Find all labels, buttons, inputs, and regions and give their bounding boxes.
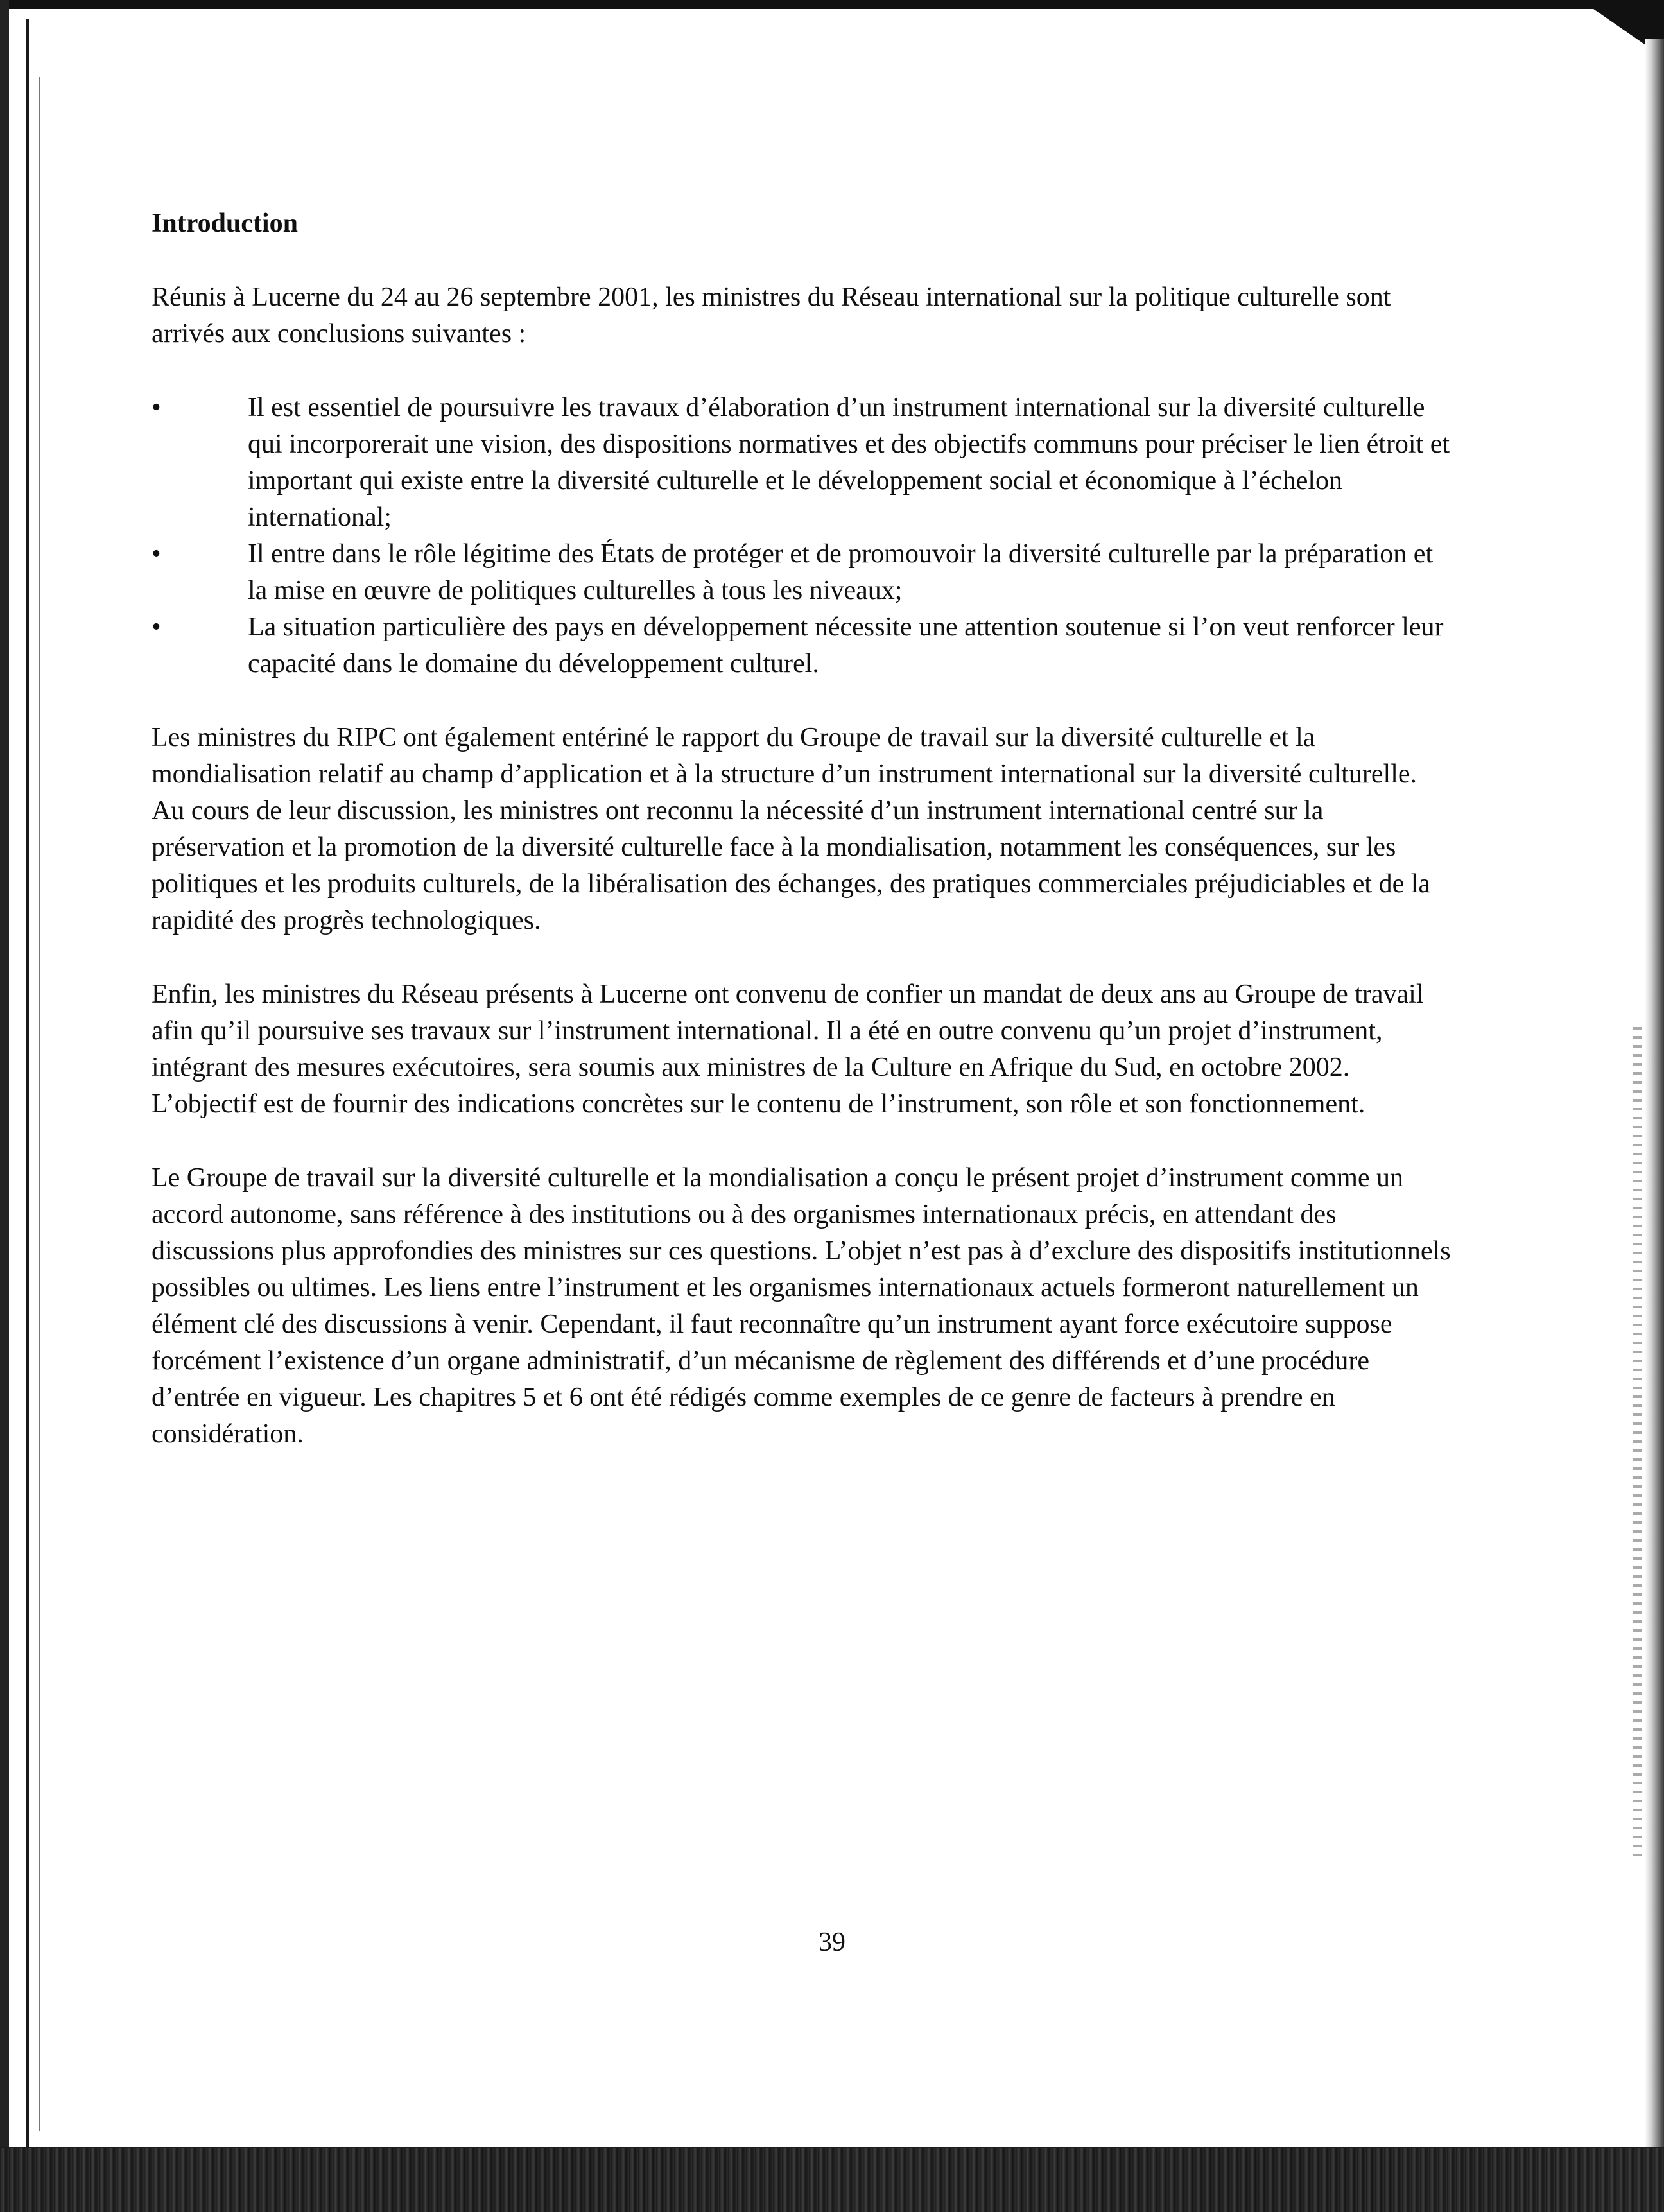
scan-border-bottom (0, 2148, 1664, 2212)
list-item (152, 609, 1455, 682)
body-paragraph: Enfin, les ministres du Réseau présents à Lucerne ont convenu de confier un mandat de deux ans au Groupe de travail afin qu’il poursuive ses travaux sur l’instrument international. Il a été en outre convenu qu’un projet d’instrument, intégrant des mesures exécutoires, sera soumis aux ministres de la Culture en Afrique du Sud, en octobre 2002. L’objectif est de fournir des indications concrètes sur le contenu de l’instrument, son rôle et son fonctionnement. (152, 980, 1424, 1119)
list-item (152, 536, 1455, 609)
body-paragraph: Les ministres du RIPC ont également entériné le rapport du Groupe de travail sur la diversité culturelle et la mondialisation relatif au champ d’application et à la structure d’un instrument international sur la diversité culturelle. Au cours de leur discussion, les ministres ont reconnu la nécessité d’un instrument international centré sur la préservation et la promotion de la diversité culturelle face à la mondialisation, notamment les conséquences, sur les politiques et les produits culturels, de la libéralisation des échanges, des pratiques commerciales préjudiciables et de la rapidité des progrès technologiques. (152, 723, 1431, 935)
list-item-text: Il est essentiel de poursuivre les travaux d’élaboration d’un instrument international sur la diversité culturelle qui incorporerait une vision, des dispositions normatives et des objectifs communs pour préciser le lien étroit et important qui existe entre la diversité culturelle et le développement social et économique à l’échelon international; (248, 393, 1450, 532)
list-item-text: La situation particulière des pays en développement nécessite une attention soutenue si l’on veut renforcer leur capacité dans le domaine du développement culturel. (248, 612, 1444, 678)
scan-border-left (0, 0, 9, 2212)
page-number: 39 (819, 1928, 845, 1957)
bullet-icon: • (152, 393, 161, 422)
document-page (152, 205, 1455, 1490)
section-heading: Introduction (152, 209, 298, 238)
list-item (152, 390, 1455, 536)
bullet-icon: • (152, 612, 161, 642)
binding-edge-line (26, 19, 29, 2157)
body-paragraph: Le Groupe de travail sur la diversité culturelle et la mondialisation a conçu le présent projet d’instrument comme un accord autonome, sans référence à des institutions ou à des organismes internationaux précis, en attendant des discussions plus approfondies des ministres sur ces questions. L’objet n’est pas à d’exclure des dispositifs institutionnels possibles ou ultimes. Les liens entre l’instrument et les organismes internationaux actuels formeront naturellement un élément clé des discussions à venir. Cependant, il faut reconnaître qu’un instrument ayant force exécutoire suppose forcément l’existence d’un organe administratif, d’un mécanisme de règlement des différends et d’une procédure d’entrée en vigueur. Les chapitres 5 et 6 ont été rédigés comme exemples de ce genre de facteurs à prendre en considération. (152, 1163, 1451, 1449)
scan-noise-right (1633, 1027, 1642, 1862)
intro-paragraph: Réunis à Lucerne du 24 au 26 septembre 2001, les ministres du Réseau international sur la politique culturelle sont arrivés aux conclusions suivantes : (152, 282, 1391, 349)
list-item-text: Il entre dans le rôle légitime des États de protéger et de promouvoir la diversité culturelle par la préparation et la mise en œuvre de politiques culturelles à tous les niveaux; (248, 539, 1434, 605)
scan-border-top (0, 0, 1664, 9)
bullet-icon: • (152, 539, 161, 569)
binding-edge-line-thin (39, 77, 40, 2131)
scan-border-right (1645, 39, 1664, 2212)
conclusions-list (152, 390, 1455, 682)
